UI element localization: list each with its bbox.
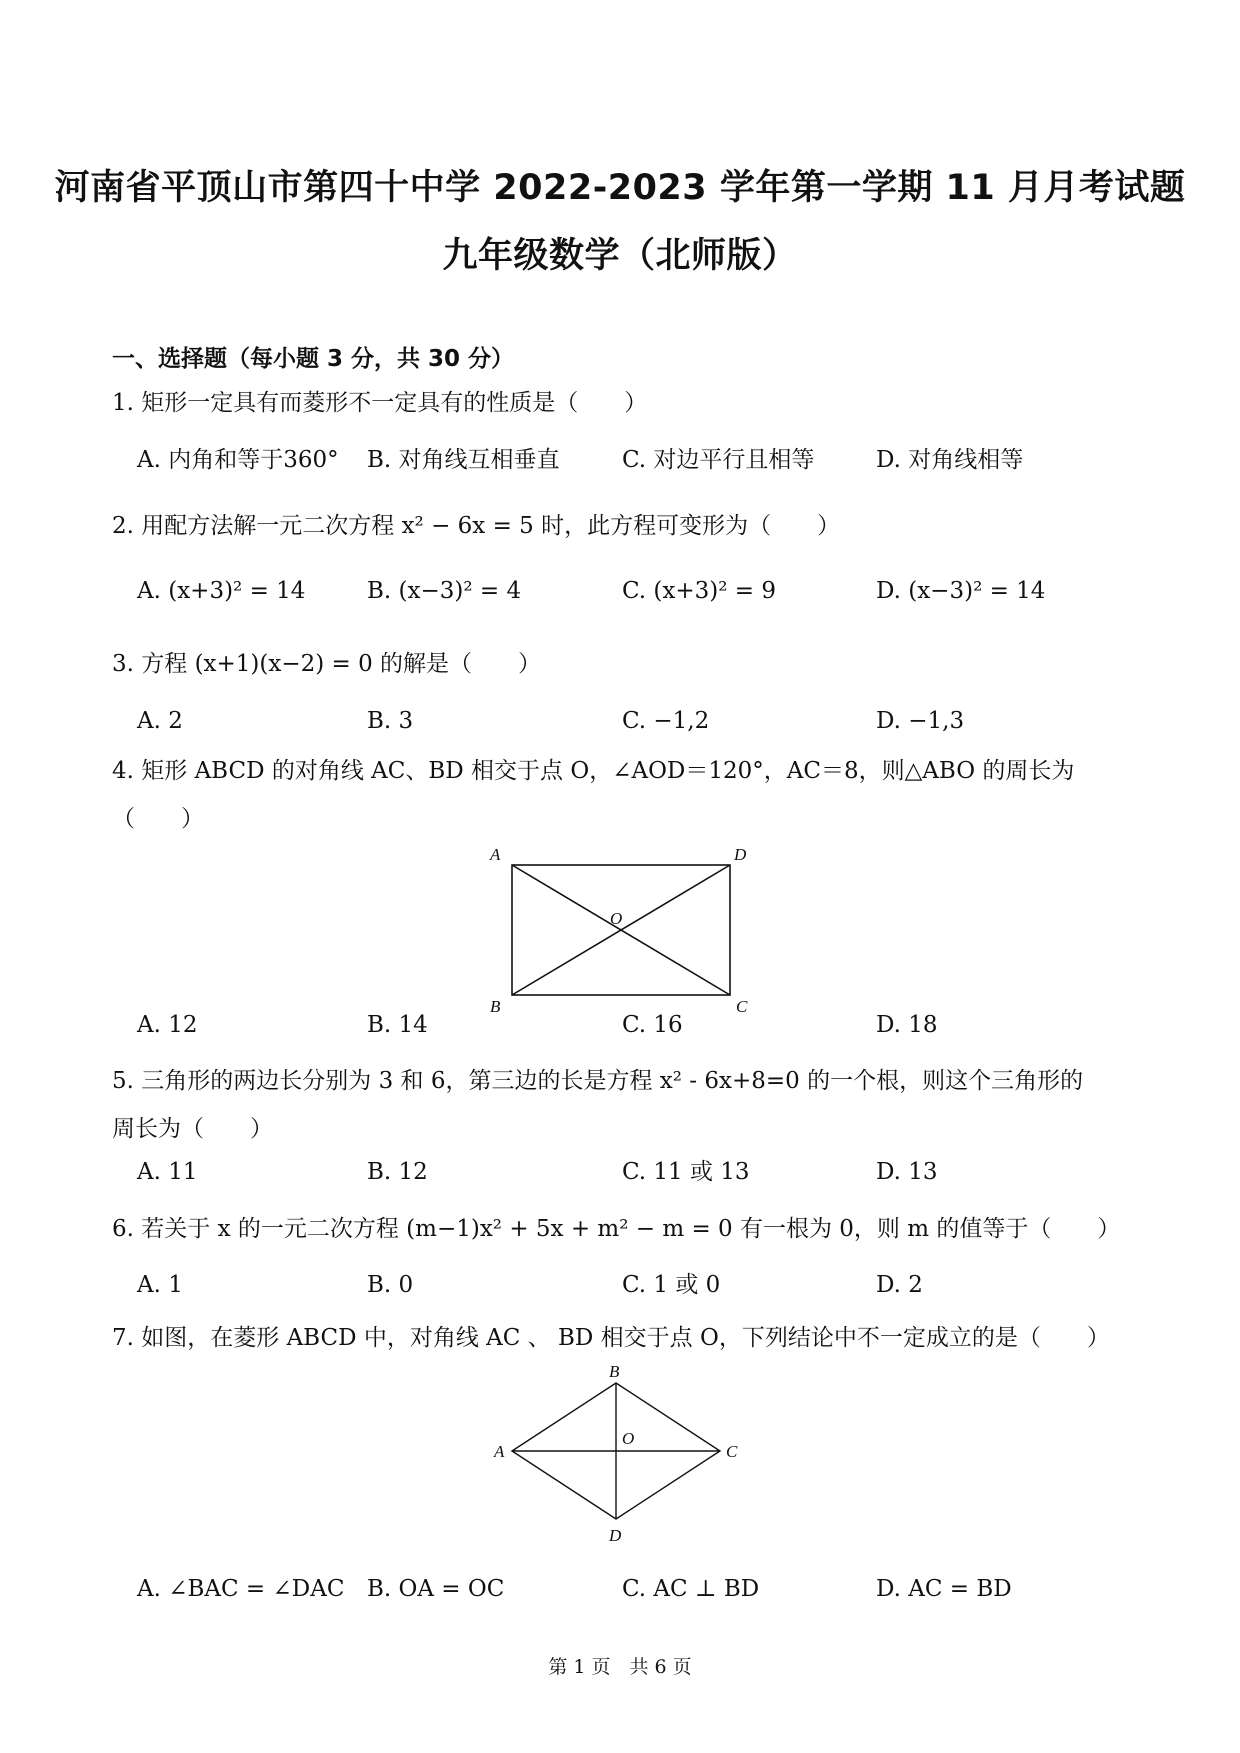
q4-option-b: B. 14 xyxy=(367,1012,428,1038)
question-3: 3. 方程 (x+1)(x−2) = 0 的解是（ ） xyxy=(112,651,542,677)
q7-option-c: C. AC ⊥ BD xyxy=(622,1576,760,1602)
q2-option-d: D. (x−3)² = 14 xyxy=(876,578,1046,604)
label-d: D xyxy=(734,845,747,864)
q1-option-b: B. 对角线互相垂直 xyxy=(367,447,560,473)
exam-title: 河南省平顶山市第四十中学 2022-2023 学年第一学期 11 月月考试题 xyxy=(54,168,1186,208)
label-o: O xyxy=(610,909,623,928)
label-c: C xyxy=(726,1442,738,1461)
label-o: O xyxy=(622,1429,635,1448)
question-4: 4. 矩形 ABCD 的对角线 AC、BD 相交于点 O，∠AOD＝120°，AC＝8，则△ABO 的周长为 xyxy=(112,758,1075,784)
label-b: B xyxy=(609,1362,620,1381)
q5-option-c: C. 11 或 13 xyxy=(622,1159,750,1185)
q2-option-a: A. (x+3)² = 14 xyxy=(137,578,306,604)
q4-option-a: A. 12 xyxy=(137,1012,198,1038)
question-6: 6. 若关于 x 的一元二次方程 (m−1)x² + 5x + m² − m = 0 有一根为 0，则 m 的值等于（ ） xyxy=(112,1216,1121,1242)
q5-option-d: D. 13 xyxy=(876,1159,938,1185)
q3-option-a: A. 2 xyxy=(137,708,183,734)
question-1: 1. 矩形一定具有而菱形不一定具有的性质是（ ） xyxy=(112,390,648,416)
page-footer: 第 1 页 共 6 页 xyxy=(548,1656,692,1678)
q7-option-b: B. OA = OC xyxy=(367,1576,505,1602)
q1-option-d: D. 对角线相等 xyxy=(876,447,1024,473)
label-b: B xyxy=(490,997,501,1016)
q3-option-d: D. −1,3 xyxy=(876,708,965,734)
question-4-cont: （ ） xyxy=(112,806,204,832)
q7-option-a: A. ∠BAC = ∠DAC xyxy=(137,1576,345,1602)
q3-option-b: B. 3 xyxy=(367,708,414,734)
label-c: C xyxy=(736,997,748,1016)
q6-option-c: C. 1 或 0 xyxy=(622,1272,721,1298)
q5-option-a: A. 11 xyxy=(137,1159,198,1185)
question-2: 2. 用配方法解一元二次方程 x² − 6x = 5 时，此方程可变形为（ ） xyxy=(112,513,841,539)
question-5-cont: 周长为（ ） xyxy=(112,1116,273,1142)
section-heading: 一、选择题（每小题 3 分，共 30 分） xyxy=(112,346,515,372)
label-d: D xyxy=(609,1526,622,1545)
q2-option-b: B. (x−3)² = 4 xyxy=(367,578,522,604)
label-a: A xyxy=(494,1442,505,1461)
q3-option-c: C. −1,2 xyxy=(622,708,710,734)
q4-option-d: D. 18 xyxy=(876,1012,938,1038)
q1-option-a: A. 内角和等于360° xyxy=(137,447,339,473)
q6-option-b: B. 0 xyxy=(367,1272,414,1298)
question-5: 5. 三角形的两边长分别为 3 和 6，第三边的长是方程 x² - 6x+8=0 的一个根，则这个三角形的 xyxy=(112,1068,1084,1094)
q7-option-d: D. AC = BD xyxy=(876,1576,1012,1602)
q1-option-c: C. 对边平行且相等 xyxy=(622,447,815,473)
label-a: A xyxy=(490,845,501,864)
exam-subtitle: 九年级数学（北师版） xyxy=(442,236,798,276)
question-7: 7. 如图，在菱形 ABCD 中，对角线 AC 、 BD 相交于点 O，下列结论中不一定成立的是（ ） xyxy=(112,1325,1110,1351)
q4-option-c: C. 16 xyxy=(622,1012,683,1038)
q2-option-c: C. (x+3)² = 9 xyxy=(622,578,776,604)
rectangle-figure xyxy=(484,840,764,1016)
rhombus-figure xyxy=(490,1362,750,1551)
q6-option-a: A. 1 xyxy=(137,1272,183,1298)
q6-option-d: D. 2 xyxy=(876,1272,923,1298)
q5-option-b: B. 12 xyxy=(367,1159,428,1185)
